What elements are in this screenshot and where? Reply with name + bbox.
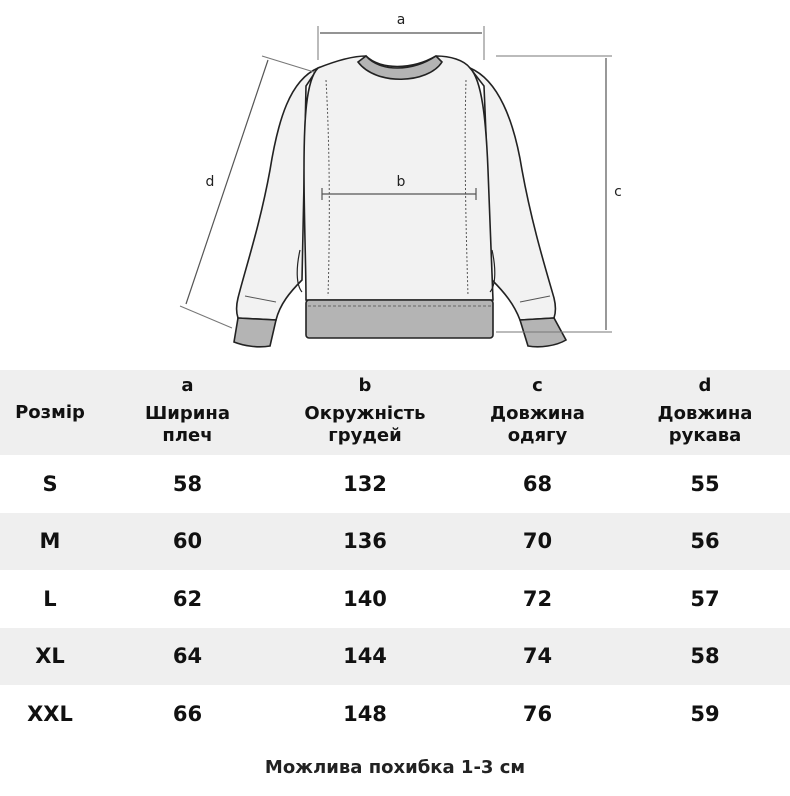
table-cell: 70 (522, 529, 553, 554)
column-letter: d (698, 374, 712, 396)
size-header-label: Розмір (15, 401, 85, 423)
table-row (0, 455, 790, 513)
table-cell: 55 (690, 471, 720, 496)
size-cell: XL (35, 644, 65, 669)
column-header-c (455, 370, 620, 455)
table-cell: 60 (172, 529, 203, 554)
dimension-d-label: d (205, 174, 215, 190)
column-label: Довжина одягу (490, 402, 585, 446)
column-header-a (100, 370, 275, 455)
table-row (0, 513, 790, 571)
column-letter: c (532, 374, 543, 396)
table-cell: 76 (522, 701, 553, 726)
sweatshirt-measurement-diagram (0, 0, 790, 360)
size-cell: L (43, 586, 57, 611)
table-cell: 144 (343, 644, 387, 669)
column-letter: a (181, 374, 194, 396)
column-label: Ширина плеч (145, 402, 230, 446)
column-header-d (620, 370, 790, 455)
column-header-b (275, 370, 455, 455)
dimension-c-label: c (614, 184, 622, 200)
table-cell: 140 (343, 586, 387, 611)
table-cell: 62 (172, 586, 203, 611)
size-cell: M (39, 529, 61, 554)
table-cell: 59 (690, 701, 720, 726)
table-cell: 56 (690, 529, 720, 554)
size-cell: XXL (27, 701, 73, 726)
column-letter: b (358, 374, 372, 396)
table-cell: 66 (172, 701, 203, 726)
table-cell: 68 (522, 471, 553, 496)
table-header-row (0, 370, 790, 455)
table-cell: 57 (690, 586, 720, 611)
dimension-b-label: b (396, 174, 406, 190)
size-column-header (0, 370, 100, 455)
table-row (0, 628, 790, 686)
dimension-a-label: a (396, 12, 406, 28)
table-cell: 58 (690, 644, 720, 669)
table-cell: 148 (343, 701, 387, 726)
size-cell: S (42, 471, 58, 496)
table-cell: 136 (343, 529, 387, 554)
tolerance-note: Можлива похибка 1-3 см (264, 757, 526, 778)
table-cell: 132 (343, 471, 387, 496)
column-label: Довжина рукава (657, 402, 753, 446)
size-table (0, 370, 790, 743)
table-row (0, 570, 790, 628)
table-row (0, 685, 790, 743)
table-cell: 74 (522, 644, 553, 669)
table-cell: 64 (172, 644, 203, 669)
left-cuff (234, 318, 276, 347)
table-cell: 58 (172, 471, 203, 496)
column-label: Окружність грудей (304, 402, 426, 446)
table-cell: 72 (522, 586, 553, 611)
